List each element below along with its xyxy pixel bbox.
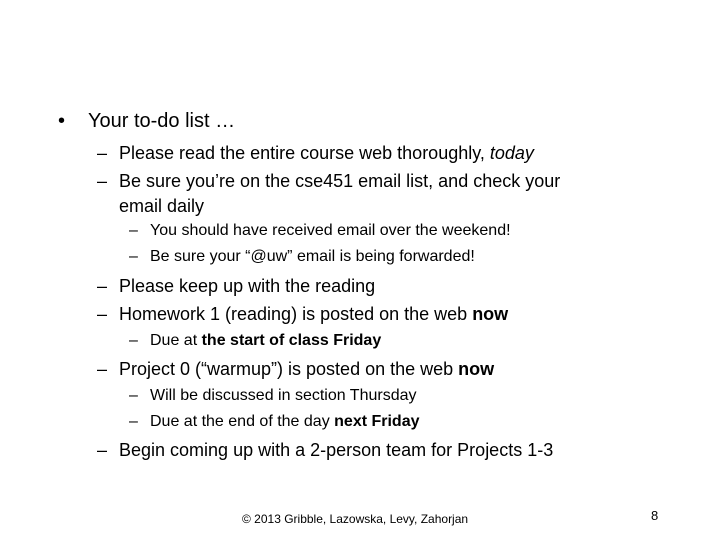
dash-marker: – xyxy=(129,332,138,349)
bullet-text-group xyxy=(119,359,494,380)
page-number: 8 xyxy=(651,508,659,523)
dash-marker: – xyxy=(129,222,138,239)
bold-text: the start of class Friday xyxy=(201,332,382,349)
bullet-text: Be sure you’re on the cse451 email list, and check your xyxy=(119,171,561,191)
bullet-text: Be sure your “@uw” email is being forwarded! xyxy=(150,248,475,265)
dash-marker: – xyxy=(97,276,108,296)
bullet-text: Please read the entire course web thoroughly, xyxy=(119,143,490,163)
bullet-text-group xyxy=(150,413,420,431)
dash-marker: – xyxy=(129,248,138,265)
dash-marker: – xyxy=(129,413,138,430)
bullet-text: You should have received email over the weekend! xyxy=(150,222,511,239)
bullet-text: Homework 1 (reading) is posted on the web xyxy=(119,304,473,324)
bullet-text: email daily xyxy=(119,196,205,216)
bold-text: next Friday xyxy=(334,413,420,430)
bullet-text: Your to-do list … xyxy=(88,110,236,132)
copyright-footer: © 2013 Gribble, Lazowska, Levy, Zahorjan xyxy=(242,512,469,526)
bold-text: now xyxy=(472,304,509,324)
bullet-marker: • xyxy=(58,110,66,132)
bullet-text: Due at the end of the day xyxy=(150,413,335,430)
bullet-text: Begin coming up with a 2-person team for Projects 1-3 xyxy=(119,440,554,460)
bullet-text: Will be discussed in section Thursday xyxy=(150,387,417,404)
bullet-text-group xyxy=(119,143,534,164)
dash-marker: – xyxy=(97,440,108,460)
bullet-text-group xyxy=(150,332,381,350)
dash-marker: – xyxy=(97,359,108,379)
bullet-text: Due at xyxy=(150,332,202,349)
bullet-text-group xyxy=(119,304,508,325)
dash-marker: – xyxy=(129,387,138,404)
bullet-text: Please keep up with the reading xyxy=(119,276,376,296)
bold-text: now xyxy=(458,359,495,379)
emphasis-text: today xyxy=(489,143,534,163)
bullet-text: Project 0 (“warmup”) is posted on the web xyxy=(119,359,459,379)
dash-marker: – xyxy=(97,143,108,163)
bullet-email-list-cont xyxy=(119,196,204,217)
dash-marker: – xyxy=(97,304,108,324)
dash-marker: – xyxy=(97,171,108,191)
